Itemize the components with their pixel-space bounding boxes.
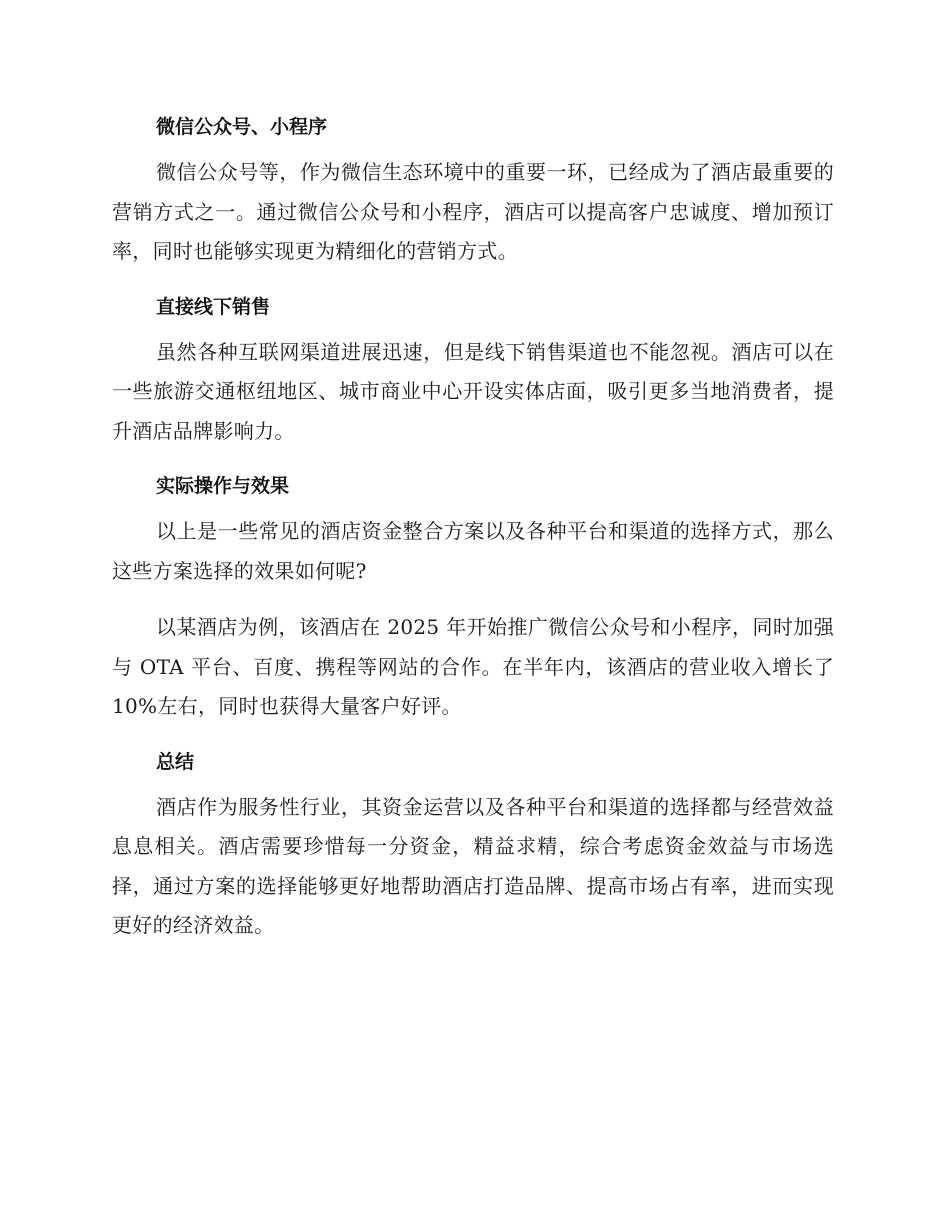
document-body [112, 108, 834, 962]
section-paragraph: 以某酒店为例，该酒店在 2025 年开始推广微信公众号和小程序，同时加强与 OTA 平台、百度、携程等网站的合作。在半年内，该酒店的营业收入增长了 10%左右，同时也获得大量客户好评。 [112, 615, 834, 718]
section-heading: 微信公众号、小程序 [156, 116, 328, 138]
section-heading: 实际操作与效果 [156, 475, 290, 497]
section-summary [112, 743, 834, 946]
section-heading: 总结 [156, 750, 195, 773]
section-practice-results [112, 467, 834, 727]
section-paragraph: 微信公众号等，作为微信生态环境中的重要一环，已经成为了酒店最重要的营销方式之一。通过微信公众号和小程序，酒店可以提高客户忠诚度、增加预订率，同时也能够实现更为精细化的营销方式。 [112, 160, 834, 263]
section-heading: 直接线下销售 [156, 295, 271, 318]
section-paragraph: 酒店作为服务性行业，其资金运营以及各种平台和渠道的选择都与经营效益息息相关。酒店需要珍惜每一分资金，精益求精，综合考虑资金效益与市场选择，通过方案的选择能够更好地帮助酒店打造品牌、提高市场占有率，进而实现更好的经济效益。 [112, 794, 834, 937]
section-wechat [112, 108, 834, 272]
section-paragraph: 虽然各种互联网渠道进展迅速，但是线下销售渠道也不能忽视。酒店可以在一些旅游交通枢纽地区、城市商业中心开设实体店面，吸引更多当地消费者，提升酒店品牌影响力。 [112, 339, 834, 443]
section-paragraph: 以上是一些常见的酒店资金整合方案以及各种平台和渠道的选择方式，那么这些方案选择的效果如何呢? [112, 519, 834, 583]
section-offline-sales [112, 288, 834, 452]
